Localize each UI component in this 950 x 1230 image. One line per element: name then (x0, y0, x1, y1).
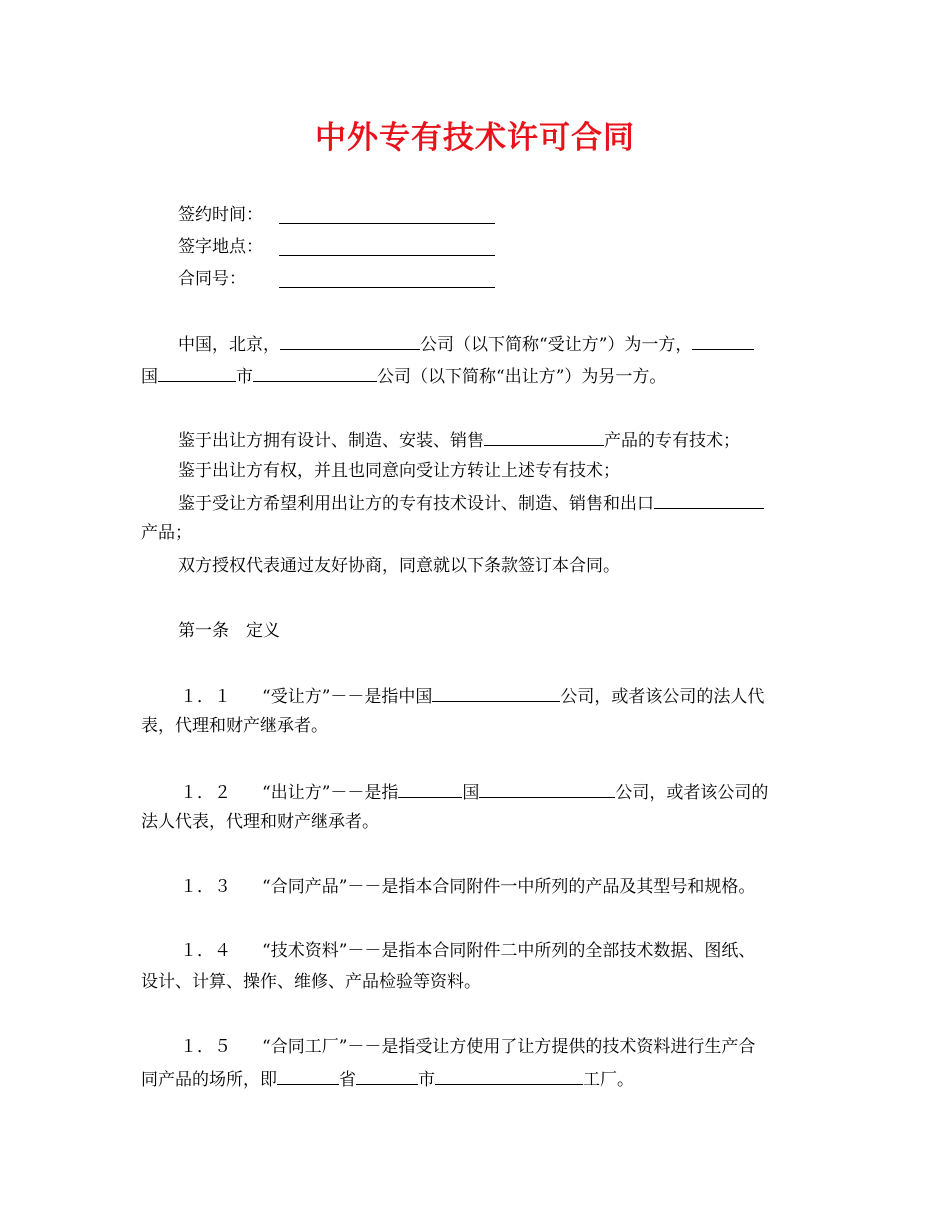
blank-field (280, 331, 420, 350)
document-title: 中外专有技术许可合同 (315, 120, 635, 156)
clause-1-3-line-1 (178, 875, 755, 899)
recital-text: 双方授权代表通过友好协商，同意就以下条款签订本合同。 (178, 556, 620, 576)
clause-text: “出让方”－－是指 (262, 783, 399, 803)
sign-time-label: 签约时间： (178, 205, 263, 225)
clause-text: “合同产品”－－是指本合同附件一中所列的产品及其型号和规格。 (262, 877, 756, 897)
parties-text: 国 (141, 367, 158, 387)
parties-line-2 (141, 363, 666, 389)
recital-text: 产品的专有技术； (604, 431, 740, 451)
clause-1-4-line-1 (178, 939, 755, 963)
clause-number: １．１ (180, 687, 231, 707)
blank-field (277, 1066, 339, 1085)
clause-text: 工厂。 (583, 1070, 634, 1090)
contract-no-label: 合同号： (178, 269, 246, 289)
parties-text: 市 (236, 367, 253, 387)
recital-text: 产品； (141, 523, 192, 543)
recital-3-cont (141, 521, 192, 545)
recital-text: 鉴于出让方拥有设计、制造、安装、销售 (178, 431, 484, 451)
clause-1-2-line-1 (178, 779, 768, 805)
clause-text: “技术资料”－－是指本合同附件二中所列的全部技术数据、图纸、 (262, 941, 756, 961)
recital-4 (178, 554, 620, 578)
parties-text: 中国，北京， (178, 335, 280, 355)
blank-field (692, 331, 754, 350)
clause-text: “受让方”－－是指中国 (262, 687, 433, 707)
recital-text: 鉴于受让方希望利用出让方的专有技术设计、制造、销售和出口 (178, 494, 654, 514)
clause-text: 市 (418, 1070, 435, 1090)
clause-text: 公司，或者该公司的 (615, 783, 769, 803)
clause-number: １．２ (180, 783, 231, 803)
parties-text: 公司（以下简称“受让方”）为一方， (420, 335, 693, 355)
clause-1-5-line-2 (141, 1066, 634, 1092)
sign-place-blank (279, 254, 495, 256)
recital-text: 鉴于出让方有权，并且也同意向受让方转让上述专有技术； (178, 461, 620, 481)
clause-text: 同产品的场所，即 (141, 1070, 277, 1090)
blank-field (484, 427, 604, 446)
clause-1-4-line-2 (141, 970, 481, 994)
clause-1-1-line-2 (141, 714, 328, 738)
recital-2 (178, 459, 620, 483)
clause-number: １．５ (180, 1037, 231, 1057)
blank-field (654, 490, 764, 509)
clause-text: 表，代理和财产继承者。 (141, 716, 328, 736)
blank-field (479, 779, 615, 798)
blank-field (253, 363, 377, 382)
blank-field (158, 363, 236, 382)
article-1-heading: 第一条 定义 (178, 621, 280, 641)
clause-number: １．４ (180, 941, 231, 961)
clause-text: 设计、计算、操作、维修、产品检验等资料。 (141, 972, 481, 992)
clause-text: 法人代表，代理和财产继承者。 (141, 812, 379, 832)
clause-text: 省 (339, 1070, 356, 1090)
recital-1 (178, 427, 740, 453)
blank-field (435, 1066, 583, 1085)
recital-3 (178, 490, 764, 516)
blank-field (398, 779, 462, 798)
clause-1-1-line-1 (178, 683, 764, 709)
sign-place-label: 签字地点： (178, 237, 263, 257)
blank-field (432, 683, 560, 702)
clause-text: 国 (462, 783, 480, 803)
clause-text: “合同工厂”－－是指受让方使用了让方提供的技术资料进行生产合 (262, 1037, 756, 1057)
blank-field (356, 1066, 418, 1085)
clause-1-2-line-2 (141, 810, 379, 834)
clause-text: 公司，或者该公司的法人代 (560, 687, 765, 707)
parties-line-1 (178, 331, 754, 357)
contract-no-blank (279, 286, 495, 288)
parties-text: 公司（以下简称“出让方”）为另一方。 (377, 367, 667, 387)
clause-1-5-line-1 (178, 1035, 755, 1059)
sign-time-blank (279, 222, 495, 224)
clause-number: １．３ (180, 877, 231, 897)
